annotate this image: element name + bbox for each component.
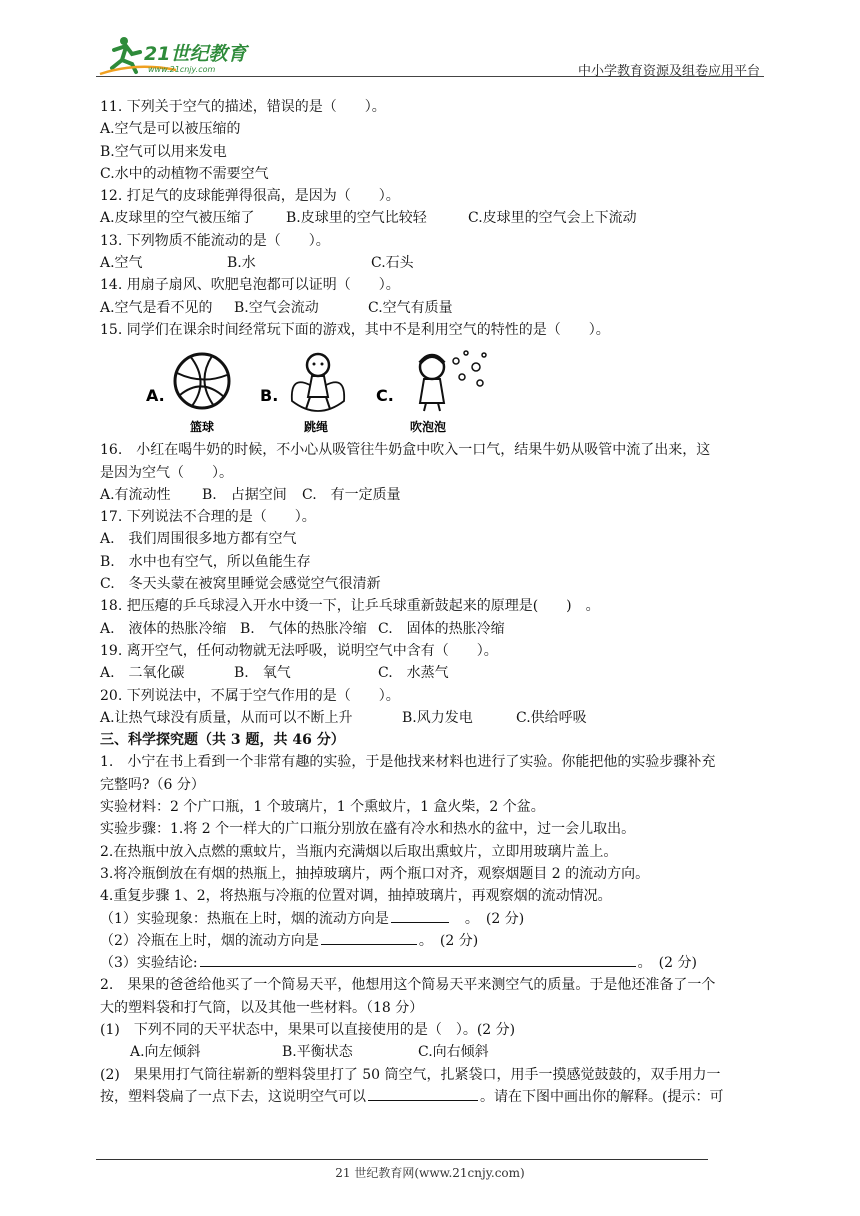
p1-sub-3-text: （3）实验结论: — [100, 955, 198, 972]
q12-option-a: A.皮球里的空气被压缩了 — [100, 210, 255, 227]
q14-stem: 14. 用扇子扇风、吹肥皂泡都可以证明（ ）。 — [100, 277, 400, 294]
q16-option-b: B. 占据空间 — [202, 486, 287, 503]
page-footer: 21 世纪教育网(www.21cnjy.com) — [335, 1166, 525, 1180]
fig-c-letter: C. — [376, 386, 394, 406]
p2-option-b: B.平衡状态 — [282, 1044, 353, 1061]
q19-option-c: C. 水蒸气 — [378, 665, 449, 682]
p1-sub-2-answer-blank[interactable] — [321, 930, 417, 945]
q18-option-a: A. 液体的热胀冷缩 — [100, 620, 227, 637]
q14-option-a: A.空气是看不见的 — [100, 299, 213, 316]
fig-a-letter: A. — [146, 386, 165, 406]
question-content — [100, 96, 764, 1108]
p1-stem-line1: 1. 小宁在书上看到一个非常有趣的实验，于是他找来材料也进行了实验。你能把他的实验步骤补充 — [100, 754, 716, 771]
p1-step-1: 实验步骤：1.将 2 个一样大的广口瓶分别放在盛有冷水和热水的盆中，过一会儿取出。 — [100, 821, 636, 838]
platform-name: 中小学教育资源及组卷应用平台 — [577, 64, 760, 79]
q16-option-c: C. 有一定质量 — [302, 486, 401, 503]
p1-step-4: 4.重复步骤 1、2，将热瓶与冷瓶的位置对调，抽掉玻璃片，再观察烟的流动情况。 — [100, 888, 612, 905]
q14-option-c: C.空气有质量 — [368, 299, 453, 316]
p2-sub-2-line2 — [100, 1086, 764, 1108]
p1-stem-line2: 完整吗?（6 分） — [100, 776, 205, 793]
p1-sub-1 — [100, 908, 764, 930]
q18-option-c: C. 固体的热胀冷缩 — [378, 620, 505, 637]
p2-stem-line2: 大的塑料袋和打气筒，以及其他一些材料。（18 分） — [100, 999, 424, 1016]
q15-illustrations — [140, 345, 500, 437]
q15-stem: 15. 同学们在课余时间经常玩下面的游戏，其中不是利用空气的特性的是（ ）。 — [100, 321, 610, 338]
q16-options — [100, 484, 764, 506]
q14-options — [100, 297, 764, 319]
header-divider — [96, 76, 764, 77]
q19-option-b: B. 氧气 — [234, 665, 291, 682]
q19-option-a: A. 二氧化碳 — [100, 665, 185, 682]
q11-option-b: B.空气可以用来发电 — [100, 143, 227, 160]
q20-option-c: C.供给呼吸 — [516, 709, 587, 726]
bubble-blowing-icon — [420, 351, 486, 411]
p2-sub-2-line1: (2) 果果用打气筒往崭新的塑料袋里打了 50 筒空气，扎紧袋口，用手一摸感觉鼓鼓的，双手用力一 — [100, 1066, 721, 1083]
q18-option-b: B. 气体的热胀冷缩 — [240, 620, 367, 637]
q18-options — [100, 618, 764, 640]
p2-sub-1: (1) 下列不同的天平状态中，果果可以直接使用的是（ ）。(2 分) — [100, 1021, 516, 1038]
p1-materials: 实验材料：2 个广口瓶，1 个玻璃片，1 个熏蚊片，1 盒火柴，2 个盆。 — [100, 799, 545, 816]
jump-rope-icon — [292, 354, 344, 411]
q20-options — [100, 707, 764, 729]
fig-b-caption: 跳绳 — [304, 420, 329, 435]
p1-sub-1-text: （1）实验现象：热瓶在上时，烟的流动方向是 — [100, 910, 389, 927]
footer-divider — [96, 1159, 708, 1160]
q20-option-a: A.让热气球没有质量，从而可以不断上升 — [100, 709, 353, 726]
p2-sub-2-answer-blank[interactable] — [368, 1086, 478, 1101]
q19-options — [100, 662, 764, 684]
q13-options — [100, 252, 764, 274]
q12-stem: 12. 打足气的皮球能弹得很高，是因为（ ）。 — [100, 188, 400, 205]
p1-step-2: 2.在热瓶中放入点燃的熏蚊片，当瓶内充满烟以后取出熏蚊片，立即用玻璃片盖上。 — [100, 843, 618, 860]
q17-option-a: A. 我们周围很多地方都有空气 — [100, 531, 297, 548]
q16-option-a: A.有流动性 — [100, 486, 171, 503]
section-3-title: 三、科学探究题（共 3 题，共 46 分） — [100, 732, 345, 749]
p1-sub-1-score: 。 (2 分) — [450, 910, 525, 927]
fig-a-caption: 篮球 — [190, 420, 215, 435]
q20-option-b: B.风力发电 — [402, 709, 473, 726]
p1-sub-2-text: （2）冷瓶在上时，烟的流动方向是 — [100, 932, 319, 949]
p1-sub-3 — [100, 952, 764, 974]
q20-stem: 20. 下列说法中，不属于空气作用的是（ ）。 — [100, 687, 400, 704]
fig-c-caption: 吹泡泡 — [410, 420, 447, 435]
basketball-icon — [175, 354, 229, 408]
p1-sub-1-answer-blank[interactable] — [391, 908, 449, 923]
q16-stem-line2: 是因为空气（ ）。 — [100, 464, 233, 481]
p1-sub-3-answer-blank[interactable] — [200, 952, 636, 967]
q12-option-b: B.皮球里的空气比较轻 — [286, 210, 427, 227]
q13-option-b: B.水 — [227, 255, 256, 272]
p1-step-3: 3.将冷瓶倒放在有烟的热瓶上，抽掉玻璃片，两个瓶口对齐，观察烟题目 2 的流动方向。 — [100, 865, 650, 882]
q11-stem: 11. 下列关于空气的描述，错误的是（ ）。 — [100, 99, 386, 115]
p2-sub-2-tail: 。请在下图中画出你的解释。(提示：可 — [480, 1088, 724, 1105]
p2-stem-line1: 2. 果果的爸爸给他买了一个简易天平，他想用这个简易天平来测空气的质量。于是他还准备了一个 — [100, 977, 716, 994]
q15-figure — [100, 345, 764, 435]
q17-stem: 17. 下列说法不合理的是（ ）。 — [100, 509, 316, 526]
q12-options — [100, 207, 764, 229]
p2-option-c: C.向右倾斜 — [418, 1044, 489, 1061]
q16-stem-line1: 16. 小红在喝牛奶的时候，不小心从吸管往牛奶盒中吹入一口气，结果牛奶从吸管中流了出来，这 — [100, 442, 711, 459]
q11-option-c: C.水中的动植物不需要空气 — [100, 165, 269, 182]
q18-stem: 18. 把压瘪的乒乓球浸入开水中烫一下，让乒乓球重新鼓起来的原理是( ) 。 — [100, 598, 600, 615]
fig-b-letter: B. — [260, 386, 279, 406]
q13-stem: 13. 下列物质不能流动的是（ ）。 — [100, 232, 330, 249]
logo-21cnjy — [96, 32, 266, 76]
p1-sub-3-score: 。 (2 分) — [637, 955, 697, 972]
q13-option-a: A.空气 — [100, 255, 143, 272]
q12-option-c: C.皮球里的空气会上下流动 — [468, 210, 637, 227]
p1-sub-2-score: 。 (2 分) — [418, 932, 479, 949]
logo-url: www.21cnjy.com — [148, 65, 216, 74]
q11-option-a: A.空气是可以被压缩的 — [100, 121, 241, 138]
q14-option-b: B.空气会流动 — [234, 299, 319, 316]
q17-option-b: B. 水中也有空气，所以鱼能生存 — [100, 553, 311, 570]
q19-stem: 19. 离开空气，任何动物就无法呼吸，说明空气中含有（ ）。 — [100, 642, 498, 659]
p1-sub-2 — [100, 930, 764, 952]
p2-option-a: A.向左倾斜 — [130, 1044, 201, 1061]
p2-sub-1-options — [100, 1041, 764, 1063]
page-header — [96, 32, 764, 78]
p2-sub-2-text: 按，塑料袋扁了一点下去，这说明空气可以 — [100, 1088, 366, 1105]
q17-option-c: C. 冬天头蒙在被窝里睡觉会感觉空气很清新 — [100, 576, 381, 593]
logo-text: 21世纪教育 — [144, 43, 247, 65]
q13-option-c: C.石头 — [371, 255, 414, 272]
